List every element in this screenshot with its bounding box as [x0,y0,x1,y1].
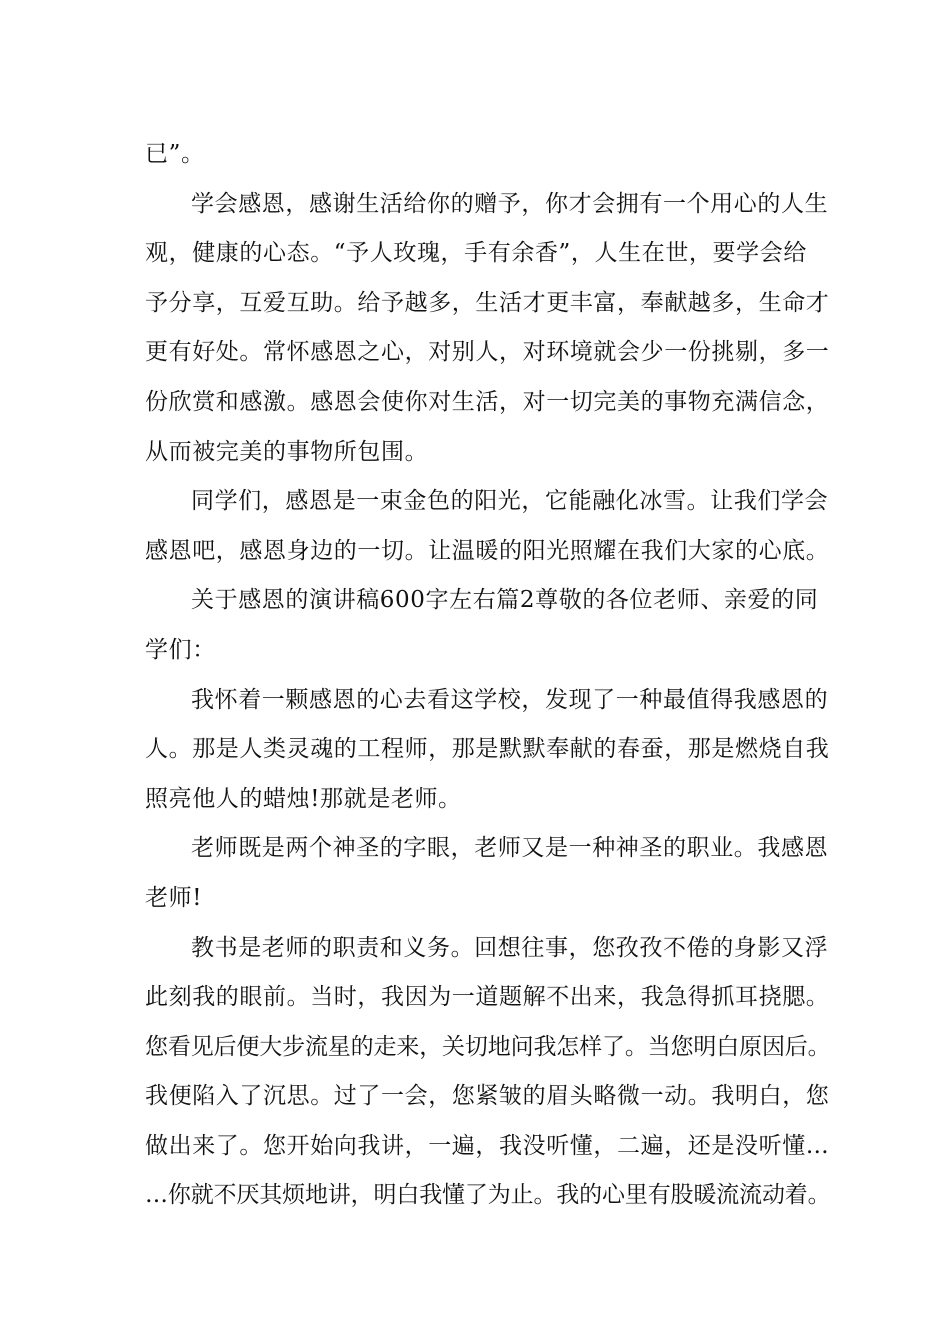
text-line: 观，健康的心态。“予人玫瑰，手有余香”，人生在世，要学会给 [145,240,807,267]
text-line: 更有好处。常怀感恩之心，对别人，对环境就会少一份挑剔，多一 [145,339,830,366]
text-line: 老师! [145,884,203,911]
text-line: 我便陷入了沉思。过了一会，您紧皱的眉头略微一动。我明白，您 [145,1083,830,1110]
text-line: 学会感恩，感谢生活给你的赠予，你才会拥有一个用心的人生 [191,190,829,217]
text-line: 老师既是两个神圣的字眼，老师又是一种神圣的职业。我感恩 [191,835,829,862]
text-line: 同学们，感恩是一束金色的阳光，它能融化冰雪。让我们学会 [191,488,829,515]
text-line: 教书是老师的职责和义务。回想往事，您孜孜不倦的身影又浮 [191,934,829,961]
text-line: 做出来了。您开始向我讲，一遍，我没听懂，二遍，还是没听懂… [145,1132,830,1159]
text-line: 此刻我的眼前。当时，我因为一道题解不出来，我急得抓耳挠腮。 [145,984,830,1011]
text-line: 您看见后便大步流星的走来，关切地问我怎样了。当您明白原因后。 [145,1033,831,1060]
text-line: 感恩吧，感恩身边的一切。让温暖的阳光照耀在我们大家的心底。 [145,537,830,564]
document-body [145,130,835,1221]
text-line: …你就不厌其烦地讲，明白我懂了为止。我的心里有股暖流流动着。 [145,1182,831,1209]
text-line: 关于感恩的演讲稿600字左右篇2尊敬的各位老师、亲爱的同 [191,587,819,614]
text-line: 已”。 [145,141,205,167]
text-line: 予分享，互爱互助。给予越多，生活才更丰富，奉献越多，生命才 [145,289,830,316]
text-line: 我怀着一颗感恩的心去看这学校，发现了一种最值得我感恩的 [191,686,829,713]
text-line: 从而被完美的事物所包围。 [145,438,429,465]
text-line: 照亮他人的蜡烛!那就是老师。 [145,785,462,812]
text-line: 人。那是人类灵魂的工程师，那是默默奉献的春蚕，那是燃烧自我 [145,736,830,763]
text-line: 学们： [145,636,216,663]
text-line: 份欣赏和感激。感恩会使你对生活，对一切完美的事物充满信念， [145,388,830,415]
